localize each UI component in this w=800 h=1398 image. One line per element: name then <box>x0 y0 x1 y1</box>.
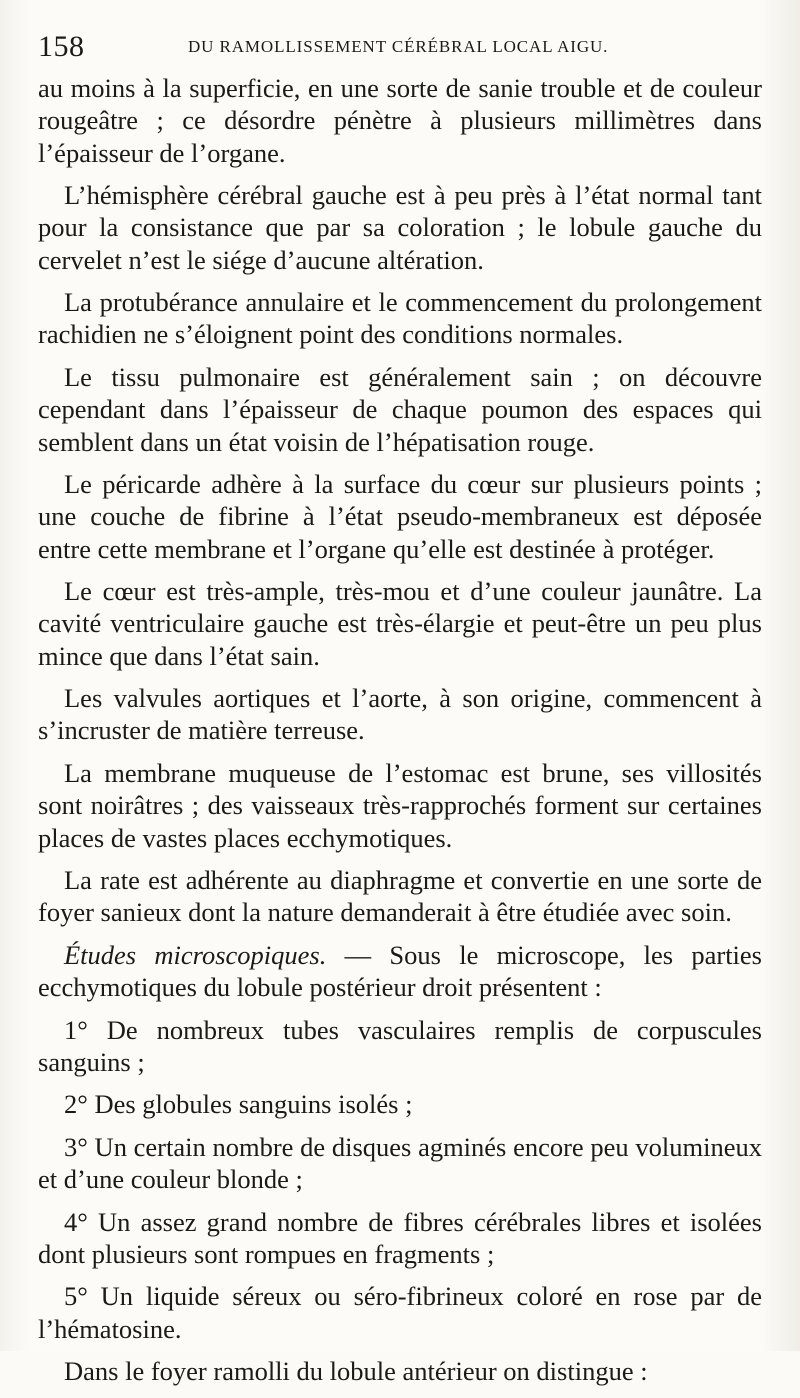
section-paragraph-etudes <box>38 939 762 1004</box>
page-header <box>38 30 770 64</box>
list-item: 4° Un assez grand nombre de fibres cérébrales libres et isolées dont plusieurs sont rompues en fragments ; <box>38 1206 762 1269</box>
paragraph: La rate est adhérente au diaphragme et convertie en une sorte de foyer sanieux dont la nature demanderait à être étudiée avec soin. <box>38 865 762 928</box>
closing-line: Dans le foyer ramolli du lobule antérieur on distingue : <box>64 1356 648 1387</box>
section-text: — Sous le microscope, les parties ecchymotiques du lobule postérieur droit présentent : <box>38 939 762 1003</box>
paragraph: L’hémisphère cérébral gauche est à peu près à l’état normal tant pour la consistance que par sa coloration ; le lobule gauche du cervelet n’est le siége d’aucune altération. <box>38 180 762 275</box>
paragraph: Le cœur est très-ample, très-mou et d’une couleur jaunâtre. La cavité ventriculaire gauche est très-élargie et peut-être un peu plus mince que dans l’état sain. <box>38 576 762 671</box>
paragraph: au moins à la superficie, en une sorte de sanie trouble et de couleur rougeâtre ; ce désordre pénètre à plusieurs millimètres dans l’épaisseur de l’organe. <box>38 73 762 168</box>
list-item: 2° Des globules sanguins isolés ; <box>64 1089 413 1120</box>
page-number: 158 <box>38 30 85 63</box>
paragraph: Le péricarde adhère à la surface du cœur sur plusieurs points ; une couche de fibrine à l’état pseudo-membraneux est déposée entre cette membrane et l’organe qu’elle est destinée à protéger. <box>38 469 762 564</box>
running-title: DU RAMOLLISSEMENT CÉRÉBRAL LOCAL AIGU. <box>188 37 609 56</box>
list-item: 3° Un certain nombre de disques agminés encore peu volumineux et d’une couleur blonde ; <box>38 1131 762 1195</box>
page-body <box>38 72 762 1398</box>
paragraph: Les valvules aortiques et l’aorte, à son origine, commencent à s’incruster de matière terreuse. <box>38 683 762 746</box>
section-label: Études microscopiques. <box>64 939 327 970</box>
paragraph: La membrane muqueuse de l’estomac est brune, ses villosités sont noirâtres ; des vaisseaux très-rapprochés forment sur certaines places de vastes places ecchymotiques. <box>38 757 762 853</box>
paragraph: La protubérance annulaire et le commencement du prolongement rachidien ne s’éloignent point des conditions normales. <box>38 287 762 350</box>
paragraph: Le tissu pulmonaire est généralement sain ; on découvre cependant dans l’épaisseur de chaque poumon des espaces qui semblent dans un état voisin de l’hépatisation rouge. <box>38 361 762 457</box>
list-item: 5° Un liquide séreux ou séro-fibrineux coloré en rose par de l’hématosine. <box>38 1281 762 1344</box>
list-item: 1° De nombreux tubes vasculaires remplis de corpuscules sanguins ; <box>38 1014 762 1077</box>
